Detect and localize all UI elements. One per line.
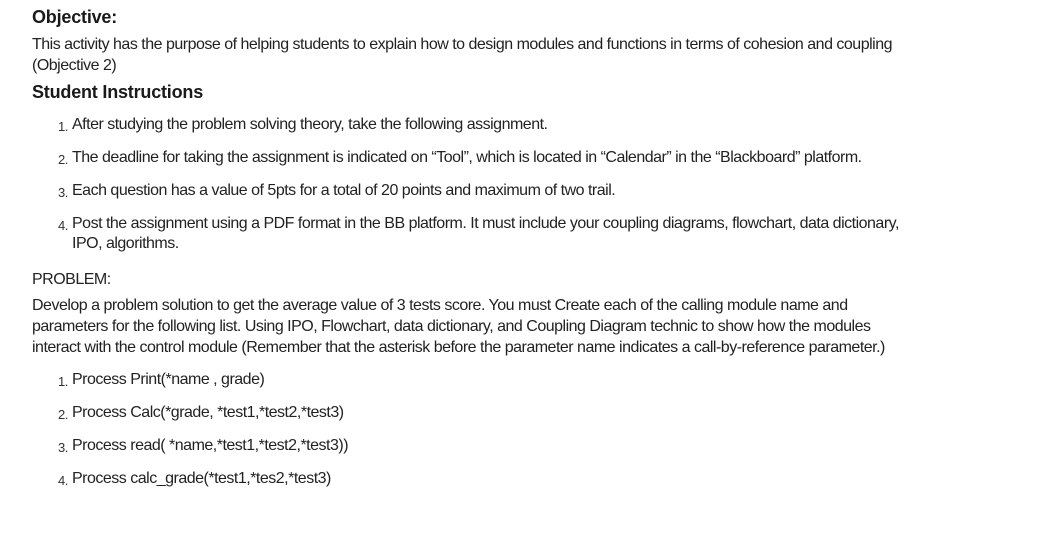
list-item [58, 370, 1032, 390]
list-item-text: Post the assignment using a PDF format in the BB platform. It must include your coupling diagrams, flowchart, data dictionary, IPO, algorithms. [72, 215, 899, 252]
list-item-text: After studying the problem solving theory, take the following assignment. [72, 116, 548, 133]
list-item-text: The deadline for taking the assignment is indicated on “Tool”, which is located in “Calendar” in the “Blackboard” platform. [72, 149, 862, 166]
list-number: 1. [58, 374, 68, 389]
problem-label: PROBLEM: [32, 271, 111, 288]
objective-heading: Objective: [32, 7, 118, 27]
problem-text: Develop a problem solution to get the average value of 3 tests score. You must Create each of the calling module name and parameters for the following list. Using IPO, Flowchart, data dictionary, and Coupling Diagram technic to show how the modules interact with the control module (Remember that the asterisk before the parameter name indicates a call-by-reference parameter.) [32, 297, 885, 356]
list-item-text: Process read( *name,*test1,*test2,*test3)) [72, 437, 349, 454]
list-item-text: Each question has a value of 5pts for a total of 20 points and maximum of two trail. [72, 182, 616, 199]
list-item [58, 403, 1032, 423]
list-item [58, 181, 1032, 201]
list-number: 2. [58, 407, 68, 422]
list-number: 4. [58, 473, 68, 488]
list-item-text: Process calc_grade(*test1,*tes2,*test3) [72, 470, 331, 487]
list-item-text: Process Print(*name , grade) [72, 371, 265, 388]
list-number: 2. [58, 152, 68, 167]
list-item [58, 115, 1032, 135]
list-number: 4. [58, 218, 68, 233]
list-number: 3. [58, 440, 68, 455]
list-item [58, 214, 932, 254]
list-item [58, 148, 1032, 168]
student-instructions-heading: Student Instructions [32, 82, 203, 102]
list-item-text: Process Calc(*grade, *test1,*test2,*test3) [72, 404, 344, 421]
list-item [58, 436, 1032, 456]
list-item [58, 469, 1032, 489]
instructions-list [32, 115, 1032, 254]
assignment-document [32, 6, 1032, 502]
process-list [32, 370, 1032, 489]
objective-text: This activity has the purpose of helping students to explain how to design modules and functions in terms of cohesion and coupling (Objective 2) [32, 36, 893, 74]
list-number: 3. [58, 185, 68, 200]
list-number: 1. [58, 119, 68, 134]
